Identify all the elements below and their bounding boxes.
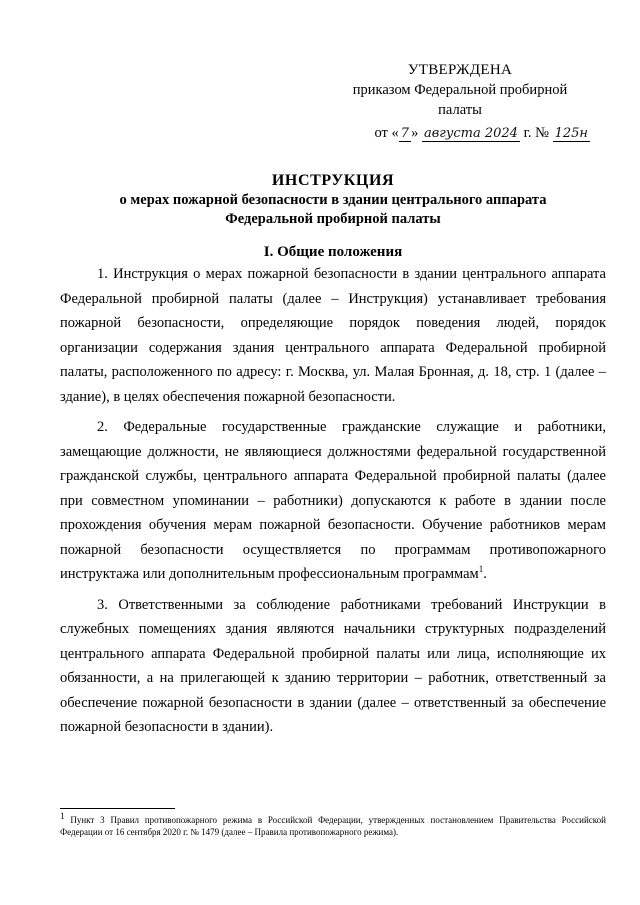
order-month-year: августа 2024	[423, 126, 518, 141]
quote-close: »	[411, 125, 419, 141]
approval-line-2: палаты	[438, 102, 482, 118]
approval-stamp	[330, 60, 590, 143]
footnote-divider	[60, 808, 175, 809]
paragraph-3: 3. Ответственными за соблюдение работниками требований Инструкции в служебных помещениях здания являются начальники структурных подразделений центрального аппарата Федеральной пробирной палаты или лица, исполняющие их обязанности, а на прилегающей к зданию территории – работник, ответственный за обеспечение пожарной безопасности в здании (далее – ответственный за обеспечение пожарной безопасности в здании).	[60, 596, 606, 735]
approval-title: УТВЕРЖДЕНА	[407, 62, 513, 78]
footnote-text: Пункт 3 Правил противопожарного режима в Российской Федерации, утвержденных постановлением Правительства Российской Федерации от 16 сентября 2020 г. № 1479 (далее – Правила противопожарного режима).	[60, 815, 607, 837]
document-title: ИНСТРУКЦИЯ	[271, 172, 395, 189]
paragraph-2-end: .	[483, 566, 487, 582]
paragraph-1: 1. Инструкция о мерах пожарной безопасности в здании центрального аппарата Федеральной пробирной палаты (далее – Инструкция) устанавливает требования пожарной безопасности, определяющие порядок поведения людей, порядок организации содержания здания центрального аппарата Федеральной пробирной палаты, расположенного по адресу: г. Москва, ул. Малая Бронная, д. 18, стр. 1 (далее – здание), в целях обеспечения пожарной безопасности.	[60, 266, 606, 405]
section-heading: I. Общие положения	[263, 244, 403, 260]
footnote	[60, 811, 607, 838]
paragraph-2	[60, 415, 606, 587]
order-prefix: от «	[374, 125, 399, 141]
footnote-marker: 1	[60, 811, 65, 821]
order-day: 7	[400, 126, 410, 141]
paragraph-2-text: 2. Федеральные государственные гражданские служащие и работники, замещающие должности, не являющиеся должностями федеральной государственной гражданской службы, центрального аппарата Федеральной пробирной палаты (далее при совместном упоминании – работники) допускаются к работе в здании после прохождения обучения мерам пожарной безопасности. Обучение работников мерам пожарной безопасности осуществляется по программам противопожарного инструктажа или дополнительным профессиональным программам	[60, 419, 606, 582]
footnote-reference: 1	[478, 564, 484, 575]
order-line	[330, 123, 590, 143]
approval-line-1: приказом Федеральной пробирной	[352, 82, 568, 98]
document-subtitle-1: о мерах пожарной безопасности в здании центрального аппарата	[119, 192, 547, 208]
document-body	[60, 262, 606, 740]
document-title-block	[60, 170, 606, 229]
document-subtitle-2: Федеральной пробирной палаты	[225, 211, 441, 227]
order-number-label: г. №	[523, 125, 549, 141]
order-number: 125н	[554, 126, 588, 141]
